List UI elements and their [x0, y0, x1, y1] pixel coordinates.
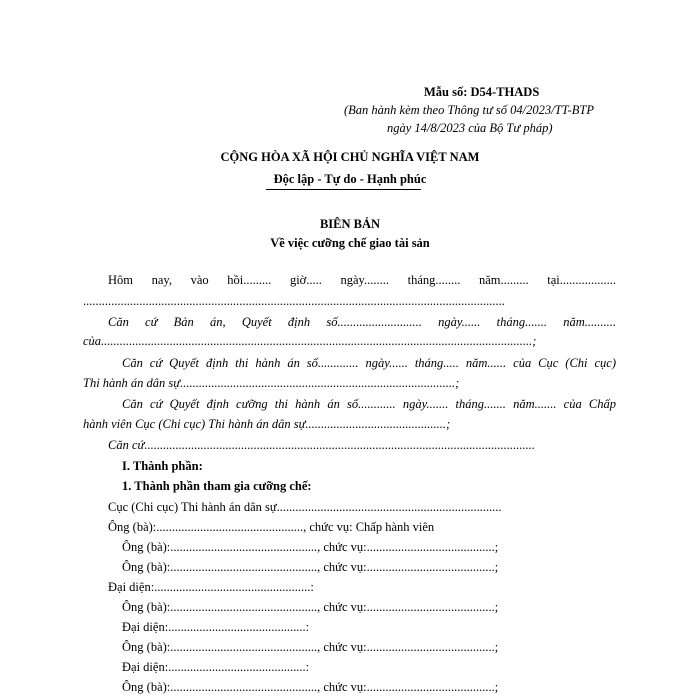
document-title: BIÊN BẢN	[319, 217, 381, 231]
representative-row: Đại diện:............................................:	[122, 620, 310, 634]
basis-coercion-line-2: hành viên Cục (Chi cục) Thi hành án dân sự.............................................;	[83, 417, 451, 431]
participant-row: Ông (bà):..............................................., chức vụ: Chấp hành viên	[108, 520, 435, 534]
participant-row: Ông (bà):..............................................., chức vụ:.........................................;	[122, 600, 499, 614]
national-title: CỘNG HÒA XÃ HỘI CHỦ NGHĨA VIỆT NAM	[220, 150, 480, 164]
basis-judgment-line-2: của..........................................................................................................................................;	[83, 334, 537, 348]
agency-line: Cục (Chi cục) Thi hành án dân sự........................................................................	[108, 500, 502, 514]
motto-underline	[266, 189, 421, 190]
basis-coercion-line-1: Căn cứ Quyết định cưỡng thi hành án số............ ngày....... tháng....... năm....... của Chấp	[122, 397, 616, 411]
participant-row: Ông (bà):..............................................., chức vụ:.........................................;	[122, 540, 499, 554]
basis-judgment-line-1: Căn cứ Bản án, Quyết định số........................... ngày...... tháng....... năm..........	[108, 315, 616, 329]
participant-row: Ông (bà):..............................................., chức vụ:.........................................;	[122, 560, 499, 574]
representative-row: Đại diện:............................................:	[122, 660, 310, 674]
basis-enforcement-line-1: Căn cứ Quyết định thi hành án số............. ngày...... tháng..... năm...... của Cục (Chi cục)	[122, 356, 616, 370]
participant-row: Ông (bà):..............................................., chức vụ:.........................................;	[122, 680, 499, 694]
national-motto: Độc lập - Tự do - Hạnh phúc	[273, 172, 427, 186]
basis-other: Căn cứ.............................................................................................................................	[108, 438, 535, 452]
participant-row: Ông (bà):..............................................., chức vụ:.........................................;	[122, 640, 499, 654]
section-1-heading: I. Thành phần:	[122, 459, 203, 473]
form-code: Mẫu số: D54-THADS	[424, 85, 540, 99]
intro-line-2: .......................................................................................................................................	[83, 294, 505, 308]
basis-enforcement-line-2: Thi hành án dân sự........................................................................................;	[83, 376, 460, 390]
issued-by-line-2: ngày 14/8/2023 của Bộ Tư pháp)	[387, 121, 553, 135]
representative-row: Đại diện:..................................................:	[108, 580, 314, 594]
document-subtitle: Về việc cưỡng chế giao tài sản	[270, 236, 430, 250]
intro-line-1: Hôm nay, vào hồi......... giờ..... ngày........ tháng........ năm......... tại..................	[108, 273, 616, 287]
section-1-subheading: 1. Thành phần tham gia cưỡng chế:	[122, 479, 312, 493]
issued-by-line-1: (Ban hành kèm theo Thông tư số 04/2023/TT-BTP	[344, 103, 594, 117]
